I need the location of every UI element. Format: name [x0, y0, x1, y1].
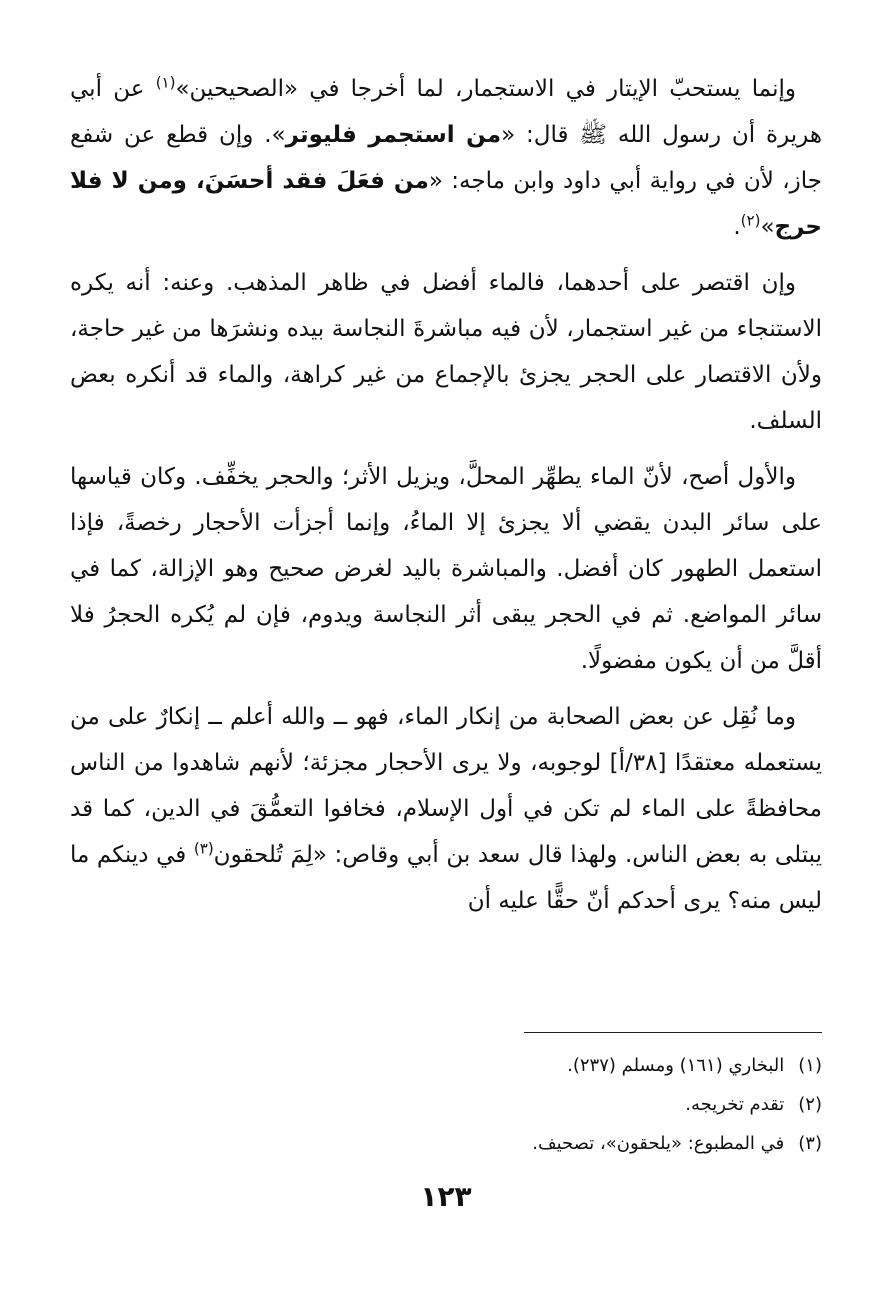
text-run: ». وإن قطع عن شفع جاز، لأن في رواية أبي داود وابن ماجه: «: [70, 122, 822, 194]
text-run: عن أبي هريرة أن رسول الله ﷺ قال: «: [70, 76, 822, 148]
paragraph: [70, 260, 822, 444]
footnote-text: تقدم تخريجه.: [685, 1094, 785, 1115]
footnote-reference: (٢): [740, 211, 761, 230]
footnote-item: [70, 1085, 822, 1124]
footnote-number: (٢): [798, 1094, 822, 1115]
footnotes: [70, 1046, 822, 1163]
footnote-number: (٣): [798, 1133, 822, 1154]
footnote-text: البخاري (١٦١) ومسلم (٢٣٧).: [567, 1055, 785, 1076]
text-run: والأول أصح، لأنّ الماء يطهِّر المحلَّ، ويزيل الأثر؛ والحجر يخفِّف. وكان قياسها على سائر البدن يقضي ألا يجزئ إلا الماءُ، وإنما أجزأت الأحجار رخصةً، فإذا استعمل الطهور كان أفضل. والمباشرة باليد لغرض صحيح وهو الإزالة، كما في سائر المواضع. ثم في الحجر يبقى أثر النجاسة ويدوم، فإن لم يُكره الحجرُ فلا أقلَّ من أن يكون مفضولًا.: [70, 464, 822, 674]
text-run: وما نُقِل عن بعض الصحابة من إنكار الماء، فهو ــ والله أعلم ــ إنكارٌ على من يستعمله معتقدًا [٣٨/أ] لوجوبه، ولا يرى الأحجار مجزئة؛ لأنهم شاهدوا من الناس محافظةً على الماء لم تكن في أول الإسلام، فخافوا التعمُّقَ في الدين، كما قد يبتلى به بعض الناس. ولهذا قال سعد بن أبي وقاص: «لِمَ تُلحقون: [70, 704, 823, 868]
page-number: ١٢٣: [420, 1180, 472, 1213]
footnote-text: في المطبوع: «يلحقون»، تصحيف.: [532, 1133, 785, 1154]
paragraph-2: [70, 270, 822, 434]
paragraph: [70, 66, 822, 250]
hadith-quote: من فعَلَ فقد أحسَنَ، ومن لا فلا حرج: [70, 168, 822, 240]
footnote-reference: (٣): [193, 839, 214, 858]
hadith-quote: من استجمر فليوتر: [285, 122, 502, 148]
footnote-item: [70, 1124, 822, 1163]
paragraph-1: [70, 73, 822, 240]
text-run: .: [733, 214, 741, 240]
main-text-block: [70, 66, 822, 934]
footnote-item: [70, 1046, 822, 1085]
paragraph-4: [70, 704, 822, 914]
paragraph-3: [70, 464, 822, 674]
text-run: وإن اقتصر على أحدهما، فالماء أفضل في ظاهر المذهب. وعنه: أنه يكره الاستنجاء من غير استجمار، لأن فيه مباشرةَ النجاسة بيده ونشرَها من غير حاجة، ولأن الاقتصار على الحجر يجزئ بالإجماع من غير كراهة، والماء قد أنكره بعض السلف.: [70, 270, 822, 434]
text-run: في دينكم ما ليس منه؟ يرى أحدكم أنّ حقًّا عليه أن: [70, 842, 822, 914]
footnote-number: (١): [798, 1055, 822, 1076]
paragraph: [70, 454, 822, 684]
text-run: وإنما يستحبّ الإيتار في الاستجمار، لما أخرجا في «الصحيحين»: [175, 76, 796, 102]
footnote-reference: (١): [155, 73, 176, 92]
footnote-separator: [524, 1032, 822, 1033]
paragraph: [70, 694, 822, 924]
text-run: »: [760, 214, 775, 240]
